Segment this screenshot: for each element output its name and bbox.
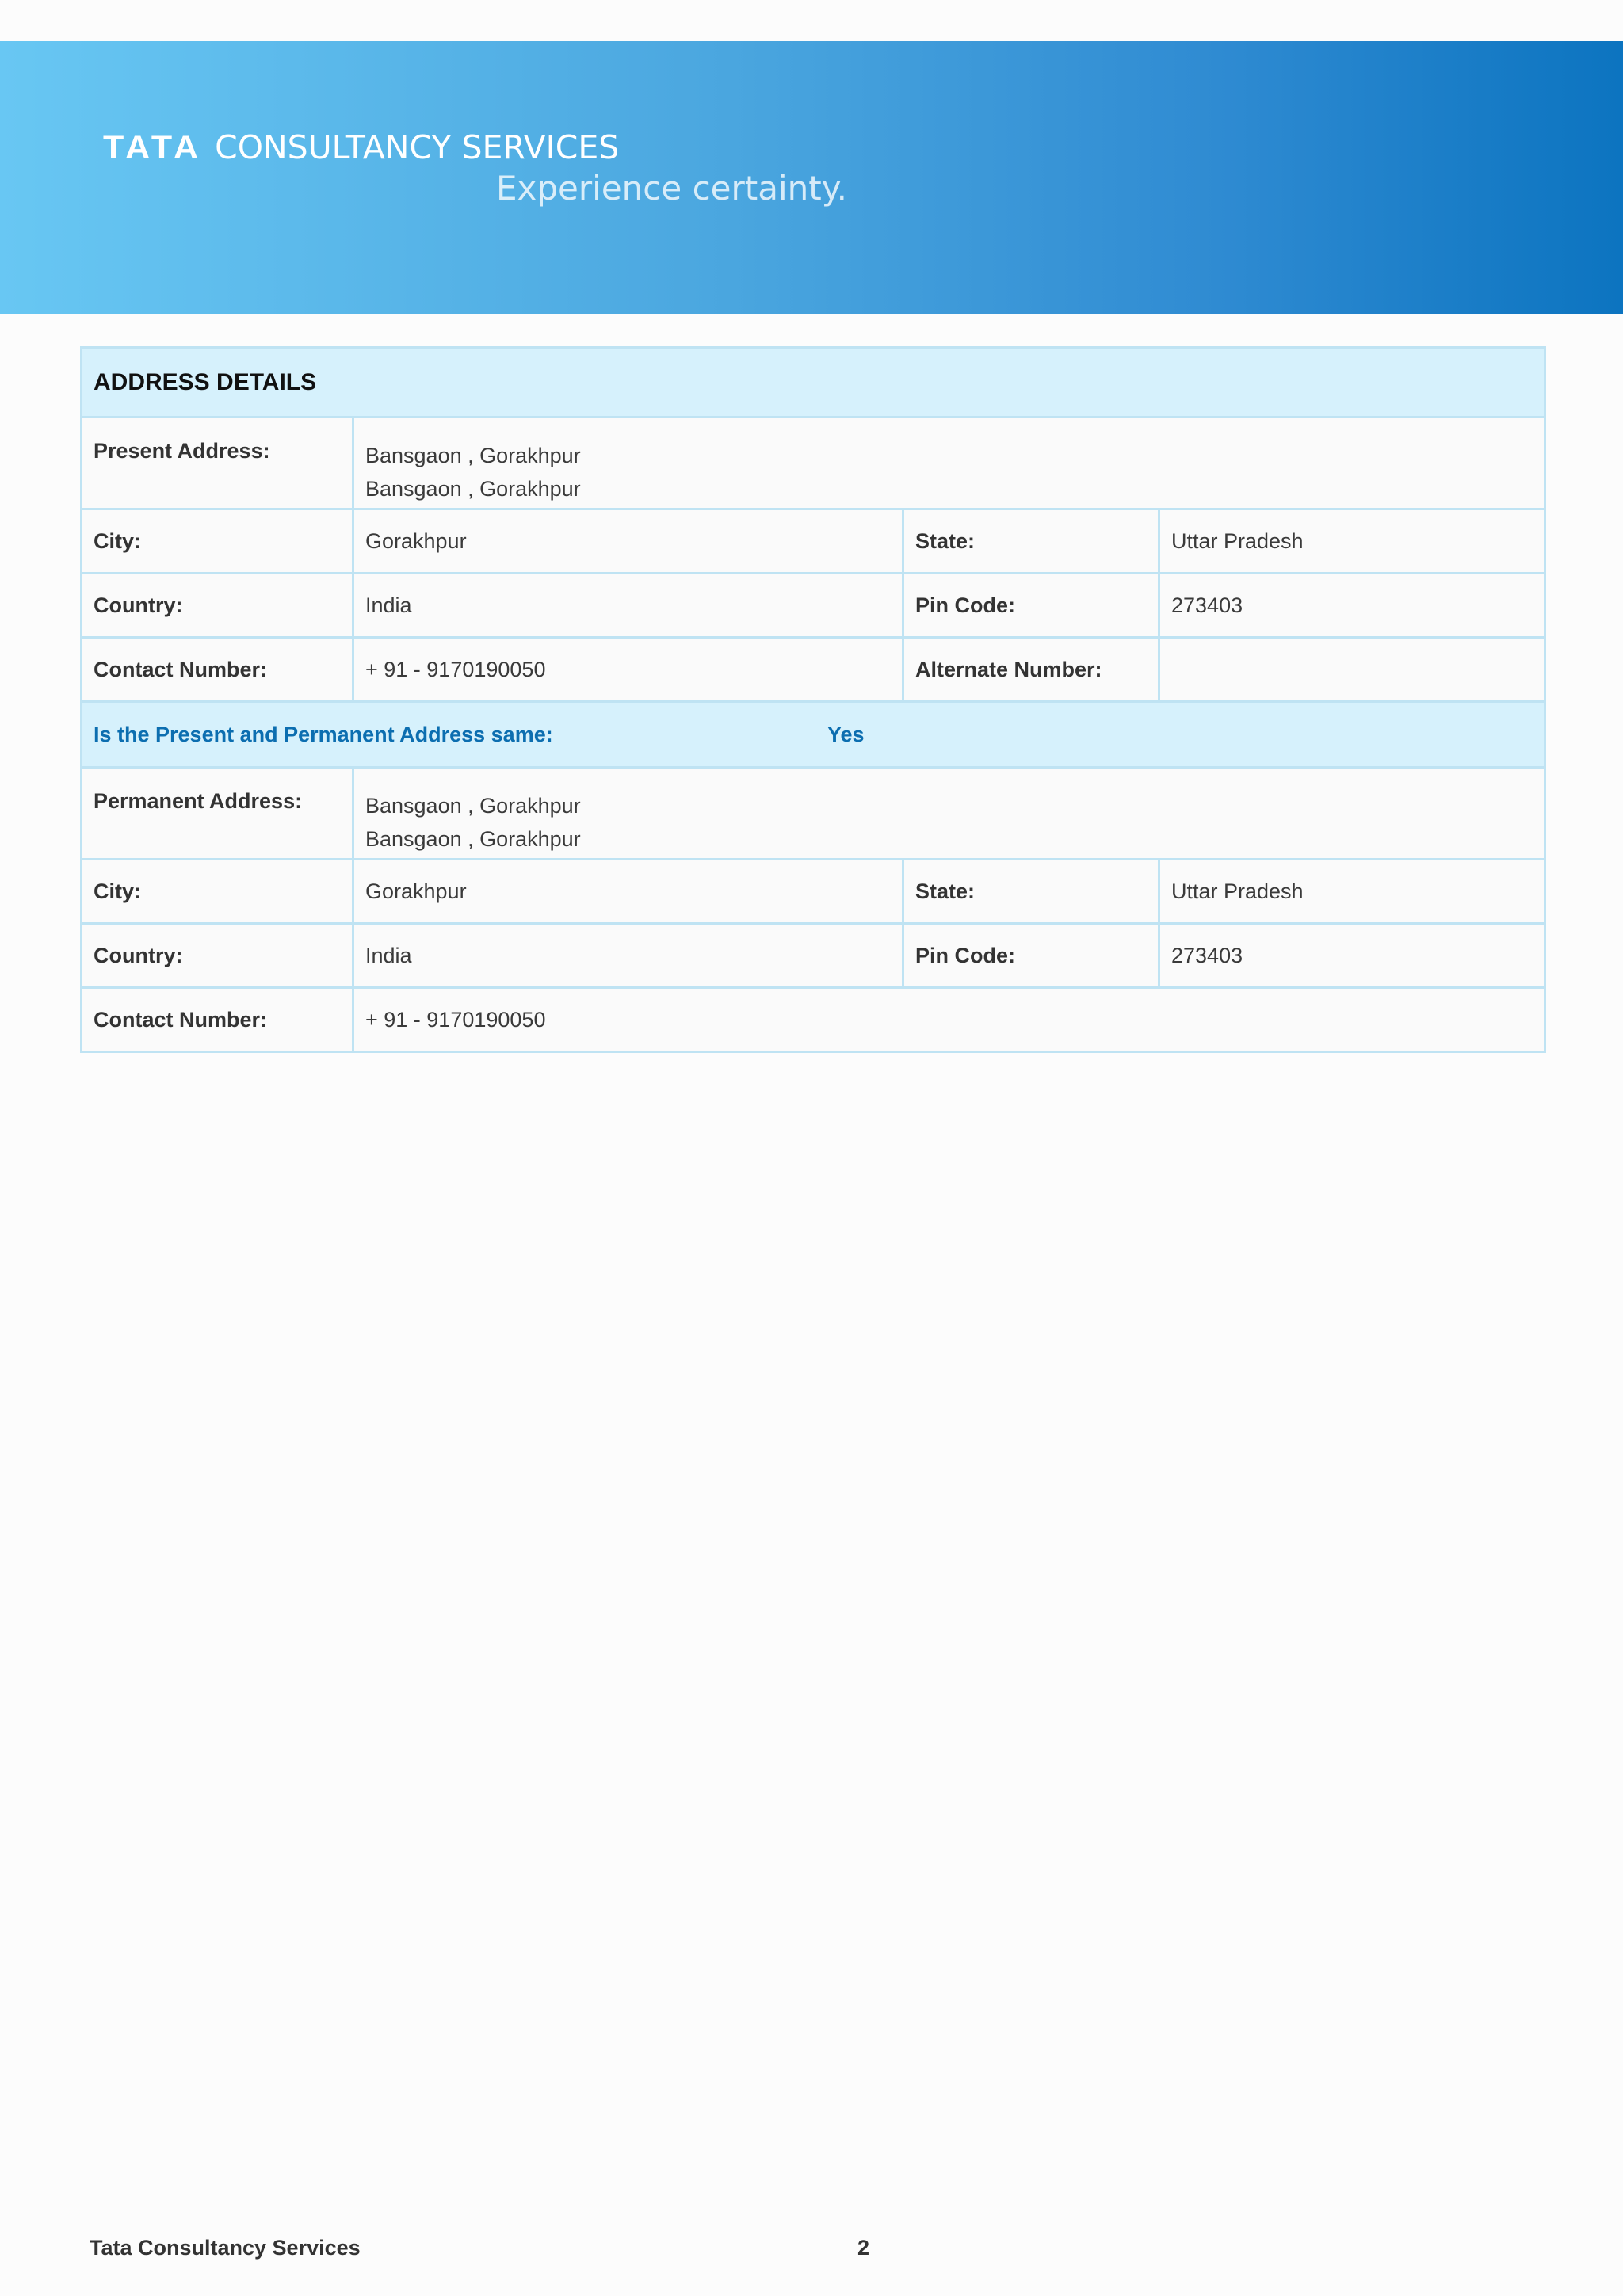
present-contact-value: + 91 - 9170190050: [353, 638, 903, 702]
present-country-label: Country:: [82, 574, 353, 638]
present-contact-label: Contact Number:: [82, 638, 353, 702]
present-country-row: [82, 574, 1545, 638]
brand-name: CONSULTANCY SERVICES: [215, 128, 620, 166]
present-contact-row: [82, 638, 1545, 702]
permanent-country-value: India: [353, 924, 903, 988]
permanent-country-row: [82, 924, 1545, 988]
permanent-contact-label: Contact Number:: [82, 988, 353, 1052]
permanent-contact-row: [82, 988, 1545, 1052]
present-pin-label: Pin Code:: [903, 574, 1159, 638]
permanent-address-row: [82, 768, 1545, 860]
brand-tagline: Experience certainty.: [496, 169, 847, 208]
permanent-city-value: Gorakhpur: [353, 860, 903, 924]
permanent-address-line2: Bansgaon , Gorakhpur: [365, 827, 581, 851]
present-address-line2: Bansgaon , Gorakhpur: [365, 477, 581, 501]
permanent-address-label: Permanent Address:: [82, 768, 353, 860]
permanent-pin-value: 273403: [1159, 924, 1545, 988]
permanent-address-value: [353, 768, 1545, 860]
present-address-line1: Bansgaon , Gorakhpur: [365, 444, 581, 467]
present-city-row: [82, 509, 1545, 574]
footer-company: Tata Consultancy Services: [90, 2236, 361, 2260]
present-city-value: Gorakhpur: [353, 509, 903, 574]
same-address-question: Is the Present and Permanent Address same:: [94, 722, 553, 746]
present-pin-value: 273403: [1159, 574, 1545, 638]
permanent-city-label: City:: [82, 860, 353, 924]
section-title-row: [82, 348, 1545, 418]
permanent-address-line1: Bansgaon , Gorakhpur: [365, 794, 581, 818]
present-address-label: Present Address:: [82, 418, 353, 509]
alternate-number-label: Alternate Number:: [903, 638, 1159, 702]
present-state-label: State:: [903, 509, 1159, 574]
present-country-value: India: [353, 574, 903, 638]
footer-page-number: 2: [857, 2236, 870, 2260]
permanent-pin-label: Pin Code:: [903, 924, 1159, 988]
permanent-city-row: [82, 860, 1545, 924]
permanent-country-label: Country:: [82, 924, 353, 988]
present-city-label: City:: [82, 509, 353, 574]
present-address-row: [82, 418, 1545, 509]
address-details-table: [80, 346, 1546, 1053]
section-title: ADDRESS DETAILS: [82, 348, 1545, 418]
alternate-number-value: [1159, 638, 1545, 702]
brand-tata: TATA: [103, 129, 203, 166]
present-state-value: Uttar Pradesh: [1159, 509, 1545, 574]
same-address-row: [82, 702, 1545, 768]
header-banner: [0, 41, 1623, 314]
present-address-value: [353, 418, 1545, 509]
permanent-state-value: Uttar Pradesh: [1159, 860, 1545, 924]
company-logo: [103, 128, 847, 208]
same-address-cell: [82, 702, 1545, 768]
permanent-contact-value: + 91 - 9170190050: [353, 988, 1545, 1052]
same-address-answer: Yes: [827, 722, 865, 746]
permanent-state-label: State:: [903, 860, 1159, 924]
